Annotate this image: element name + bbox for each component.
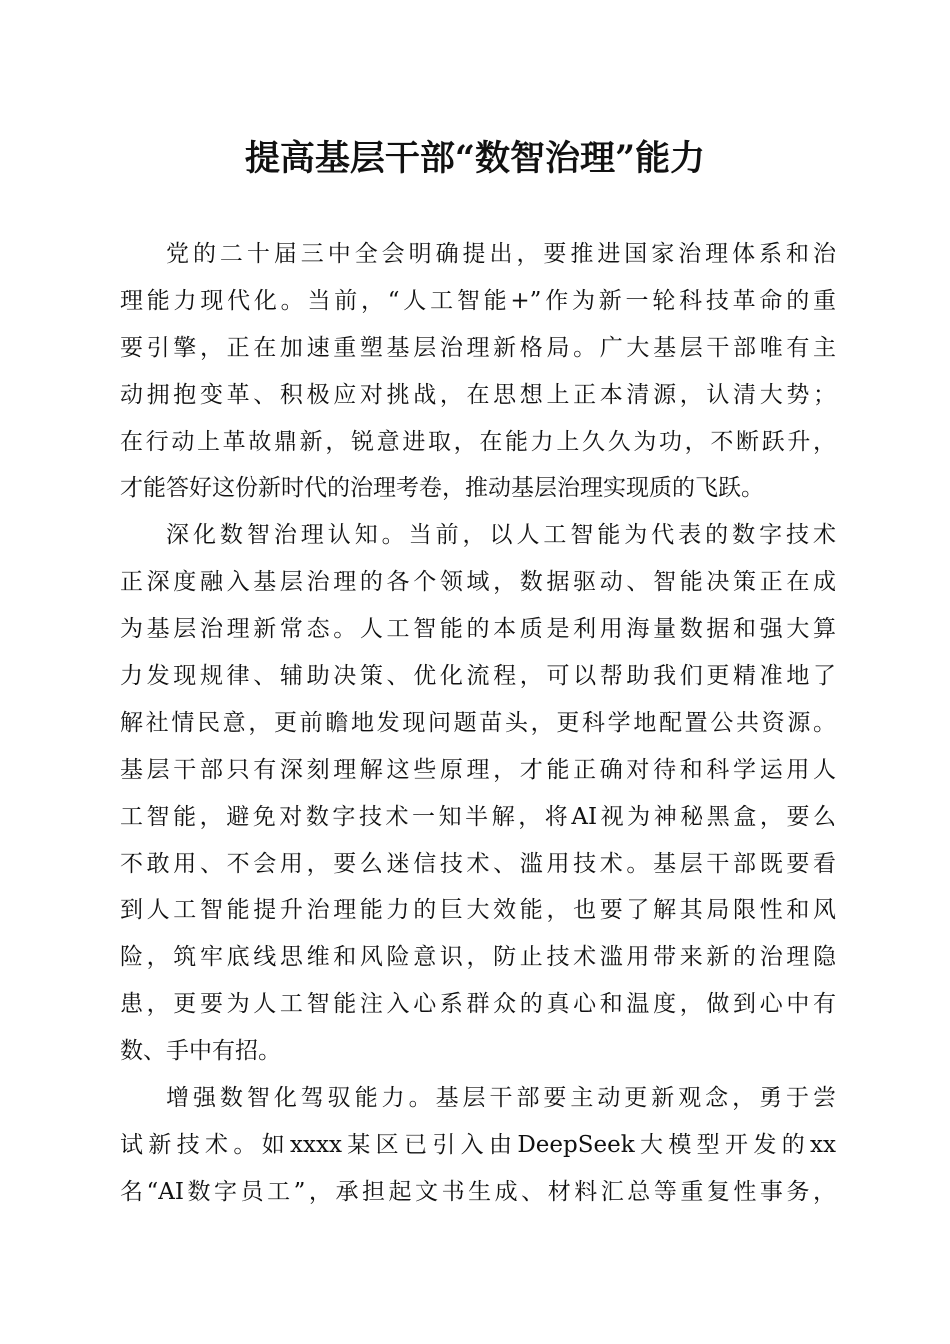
paragraph-2-line: 正深度融入基层治理的各个领域，数据驱动、智能决策正在成 — [120, 569, 836, 596]
document-title: 提高基层干部“数智治理”能力 — [244, 138, 706, 179]
paragraph-1-line: 在行动上革故鼎新，锐意进取，在能力上久久为功，不断跃升， — [120, 428, 836, 455]
paragraph-2-line: 为基层治理新常态。人工智能的本质是利用海量数据和强大算 — [120, 616, 836, 643]
paragraph-1-line: 要引擎，正在加速重塑基层治理新格局。广大基层干部唯有主 — [120, 334, 836, 361]
paragraph-1-line: 动拥抱变革、积极应对挑战，在思想上正本清源，认清大势； — [120, 381, 836, 408]
paragraph-2-line: 解社情民意，更前瞻地发现问题苗头，更科学地配置公共资源。 — [120, 709, 836, 736]
paragraph-2-line: 险，筑牢底线思维和风险意识，防止技术滥用带来新的治理隐 — [120, 944, 836, 971]
paragraph-2-line: 到人工智能提升治理能力的巨大效能，也要了解其局限性和风 — [120, 897, 836, 924]
paragraph-2-line: 患，更要为人工智能注入心系群众的真心和温度，做到心中有 — [120, 991, 836, 1018]
paragraph-1-line: 才能答好这份新时代的治理考卷，推动基层治理实现质的飞跃。 — [120, 475, 764, 502]
paragraph-2-line: 基层干部只有深刻理解这些原理，才能正确对待和科学运用人 — [120, 756, 836, 783]
paragraph-2-line: 深化数智治理认知。当前，以人工智能为代表的数字技术 — [166, 522, 836, 549]
paragraph-1-line: 党的二十届三中全会明确提出，要推进国家治理体系和治 — [166, 241, 836, 267]
paragraph-2-line: 力发现规律、辅助决策、优化流程，可以帮助我们更精准地了 — [120, 663, 836, 690]
paragraph-2-line: 数、手中有招。 — [120, 1038, 281, 1065]
paragraph-3-line: 名“AI数字员工”，承担起文书生成、材料汇总等重复性事务， — [120, 1178, 836, 1205]
paragraph-2-line: 工智能，避免对数字技术一知半解，将AI视为神秘黑盒，要么 — [120, 803, 836, 830]
paragraph-3-line: 试新技术。如xxxx某区已引入由DeepSeek大模型开发的xx — [120, 1131, 836, 1158]
paragraph-2-line: 不敢用、不会用，要么迷信技术、滥用技术。基层干部既要看 — [120, 850, 836, 877]
paragraph-1-line: 理能力现代化。当前，“人工智能+”作为新一轮科技革命的重 — [120, 287, 836, 314]
paragraph-3-line: 增强数智化驾驭能力。基层干部要主动更新观念，勇于尝 — [166, 1085, 836, 1112]
document-body — [120, 231, 836, 1216]
